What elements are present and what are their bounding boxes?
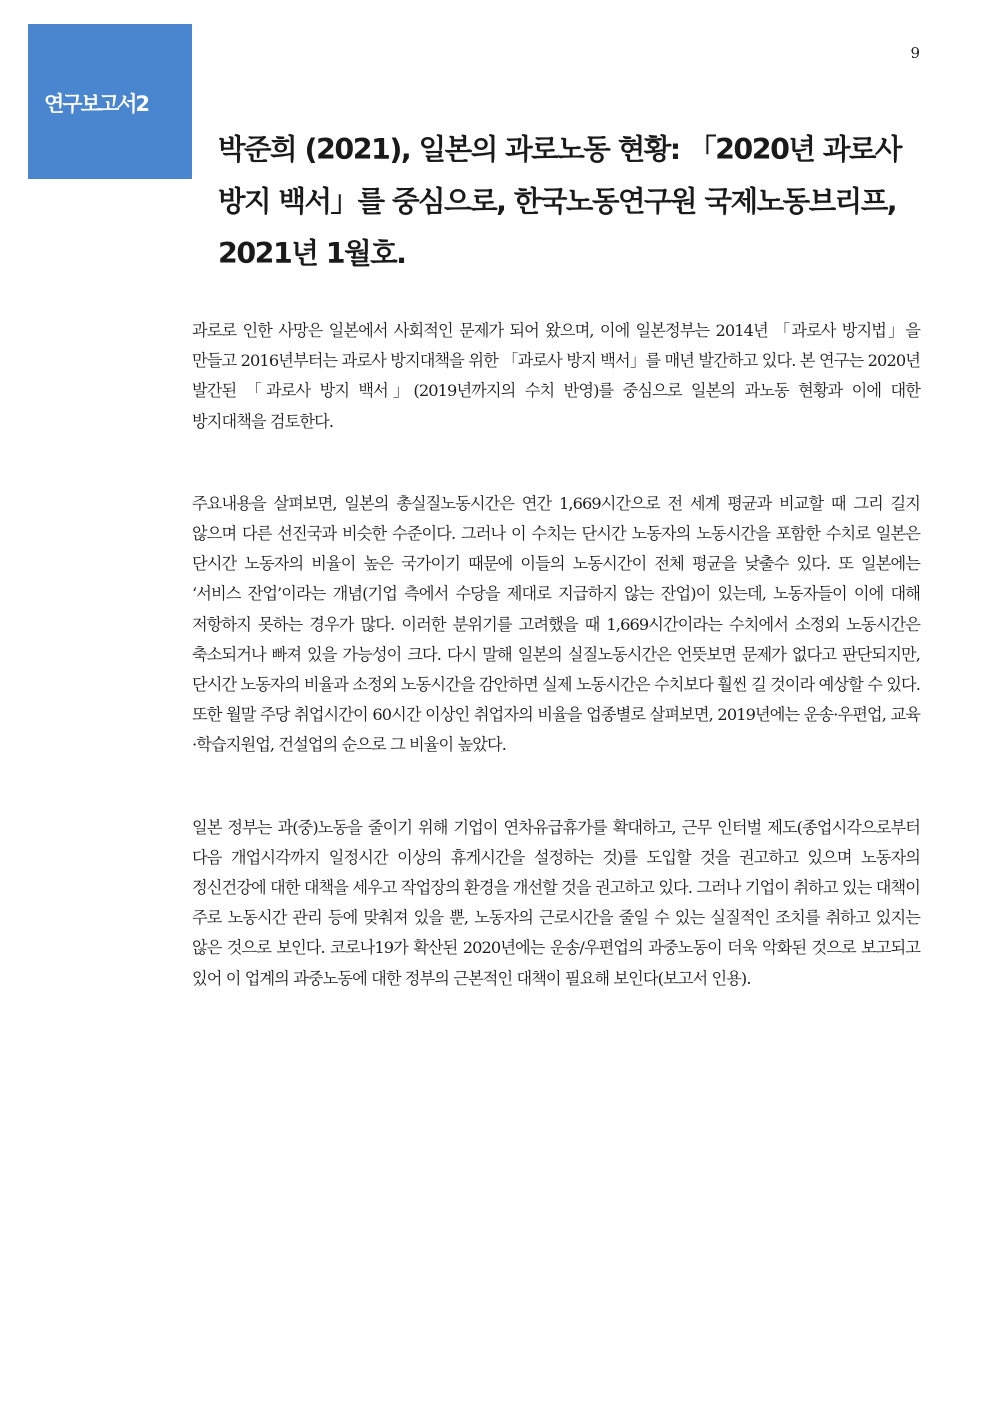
paragraph-intro: 과로로 인한 사망은 일본에서 사회적인 문제가 되어 왔으며, 이에 일본정부는 2014년 「과로사 방지법」을 만들고 2016년부터는 과로사 방지대책을 위한 「과로사 방지 백서」를 매년 발간하고 있다. 본 연구는 2020년 발간된 「과로사 방지 백서」(2019년까지의 수치 반영)를 중심으로 일본의 과노동 현황과 이에 대한 방지대책을 검토한다. [192,321,920,431]
section-tag-box [28,24,192,179]
body-text [192,316,920,1046]
section-tag-label: 연구보고서2 [44,92,149,116]
document-title: 박준희 (2021), 일본의 과로노동 현황: 「2020년 과로사 방지 백서」를 중심으로, 한국노동연구원 국제노동브리프, 2021년 1월호. [218,133,901,270]
page-number: 9 [910,44,920,62]
paragraph-government-measures: 일본 정부는 과(중)노동을 줄이기 위해 기업이 연차유급휴가를 확대하고, 근무 인터벌 제도(종업시각으로부터 다음 개업시각까지 일정시간 이상의 휴게시간을 설정하는 것)를 도입할 것을 권고하고 있으며 노동자의 정신건강에 대한 대책을 세우고 작업장의 환경을 개선할 것을 권고하고 있다. 그러나 기업이 취하고 있는 대책이 주로 노동시간 관리 등에 맞춰져 있을 뿐, 노동자의 근로시간을 줄일 수 있는 실질적인 조치를 취하고 있지는 않은 것으로 보인다. 코로나19가 확산된 2020년에는 운송/우편업의 과중노동이 더욱 악화된 것으로 보고되고 있어 이 업계의 과중노동에 대한 정부의 근본적인 대책이 필요해 보인다(보고서 인용). [192,817,920,988]
paragraph-main-content: 주요내용을 살펴보면, 일본의 총실질노동시간은 연간 1,669시간으로 전 세계 평균과 비교할 때 그리 길지 않으며 다른 선진국과 비슷한 수준이다. 그러나 이 수치는 단시간 노동자의 노동시간을 포함한 수치로 일본은 단시간 노동자의 비율이 높은 국가이기 때문에 이들의 노동시간이 전체 평균을 낮출수 있다. 또 일본에는 ‘서비스 잔업’이라는 개념(기업 측에서 수당을 제대로 지급하지 않는 잔업)이 있는데, 노동자들이 이에 대해 저항하지 못하는 경우가 많다. 이러한 분위기를 고려했을 때 1,669시간이라는 수치에서 소정외 노동시간은 축소되거나 빠져 있을 가능성이 크다. 다시 말해 일본의 실질노동시간은 언뜻보면 문제가 없다고 판단되지만, 단시간 노동자의 비율과 소정외 노동시간을 감안하면 실제 노동시간은 수치보다 훨씬 길 것이라 예상할 수 있다. 또한 월말 주당 취업시간이 60시간 이상인 취업자의 비율을 업종별로 살펴보면, 2019년에는 운송·우편업, 교육·학습지원업, 건설업의 순으로 그 비율이 높았다. [192,493,920,755]
